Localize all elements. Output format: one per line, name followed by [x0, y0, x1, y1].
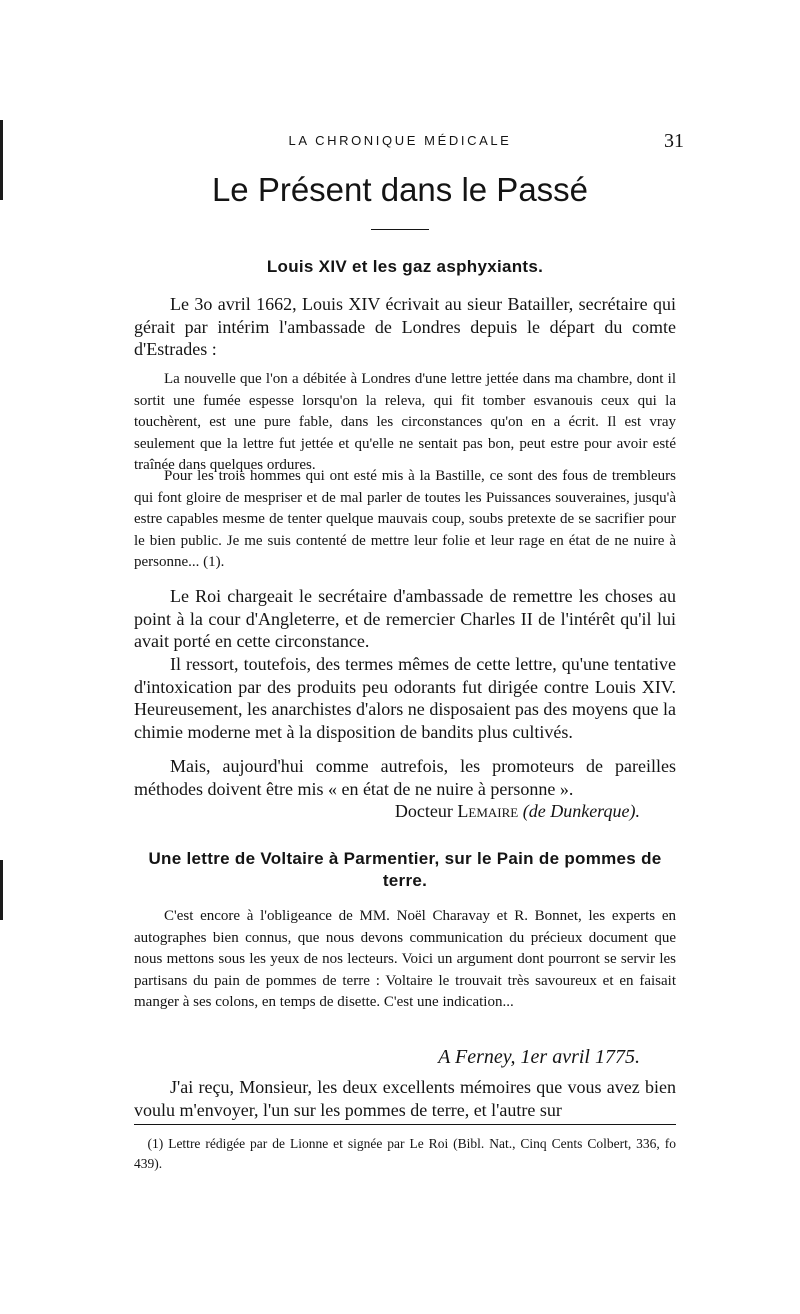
paragraph-king: Le Roi chargeait le secrétaire d'ambassade de remettre les choses au point à la cour d'Angleterre, et de remercier Charles II de l'intérêt qu'il lui avait porté en cette circonstance. — [134, 586, 676, 651]
paragraph-letter-start: J'ai reçu, Monsieur, les deux excellents mémoires que vous avez bien voulu m'envoyer, l'un sur les pommes de terre, et l'autre sur — [134, 1077, 676, 1120]
paragraph-conclusion: Mais, aujourd'hui comme autrefois, les promoteurs de pareilles méthodes doivent être mis « en état de ne nuire à personne ». — [134, 756, 676, 799]
quote-paragraph-2: Pour les trois hommes qui ont esté mis à la Bastille, ce sont des fous de trembleurs qui font gloire de mespriser et de mal parler de toutes les Puissances souveraines, jusqu'à estre capables mesme de tenter quelque mauvais coup, soubs pretexte de se sacrifier pour le bien public. Je me suis contenté de mettre leur folie et leur rage en état de ne nuire à personne... (1). — [134, 468, 676, 570]
paragraph-intoxication: Il ressort, toutefois, des termes mêmes de cette lettre, qu'une tentative d'intoxication par des produits peu odorants fut dirigée contre Louis XIV. Heureusement, les anarchistes d'alors ne disposaient pas des moyens que la chimie moderne met à la disposition de bandits plus cultivés. — [134, 654, 676, 742]
letter-dateline: A Ferney, 1er avril 1775. — [438, 1046, 640, 1068]
page-number: 31 — [664, 130, 684, 152]
paragraph-intro: Le 3o avril 1662, Louis XIV écrivait au sieur Batailler, secrétaire qui gérait par intérim l'ambassade de Londres depuis le départ du comte d'Estrades : — [134, 294, 676, 359]
signature-place: (de Dunkerque). — [522, 801, 640, 821]
title-rule — [371, 229, 429, 230]
signature-name: Lemaire — [457, 801, 519, 821]
scan-edge-mark — [0, 120, 3, 200]
running-title: LA CHRONIQUE MÉDICALE — [288, 133, 512, 148]
author-signature — [395, 799, 640, 823]
quote-paragraph-1: La nouvelle que l'on a débitée à Londres d'une lettre jettée dans ma chambre, dont il sortit une fumée espesse lorsqu'on la releva, qui fit tomber esvanouis ceux qui la touchèrent, est une pure fable, dans les circonstances qu'on en a écrit. Il est vray seulement que la lettre fut jettée et qu'elle ne sentait pas bon, peut estre pour avoir esté traînée dans quelques ordures. — [134, 371, 676, 473]
scan-edge-mark — [0, 860, 3, 920]
section-heading-louis-xiv: Louis XIV et les gaz asphyxiants. — [266, 257, 544, 276]
footnote-rule — [134, 1124, 676, 1125]
page-title: Le Présent dans le Passé — [211, 171, 589, 208]
section-heading-voltaire: Une lettre de Voltaire à Parmentier, sur le Pain de pommes de terre. — [148, 849, 662, 890]
signature-prefix: Docteur — [394, 801, 453, 821]
running-head — [0, 128, 800, 154]
paragraph-voltaire-intro: C'est encore à l'obligeance de MM. Noël Charavay et R. Bonnet, les experts en autographes bien connus, que nous devons communication du précieux document que nous mettons sous les yeux de nos lecteurs. Voici un argument dont pourront se servir les partisans du pain de pommes de terre : Voltaire le trouvait très savoureux et en faisait manger à ses colons, en temps de disette. C'est une indication... — [134, 908, 676, 1010]
footnote: (1) Lettre rédigée par de Lionne et signée par Le Roi (Bibl. Nat., Cinq Cents Colbert, 336, fo 439). — [134, 1136, 676, 1171]
